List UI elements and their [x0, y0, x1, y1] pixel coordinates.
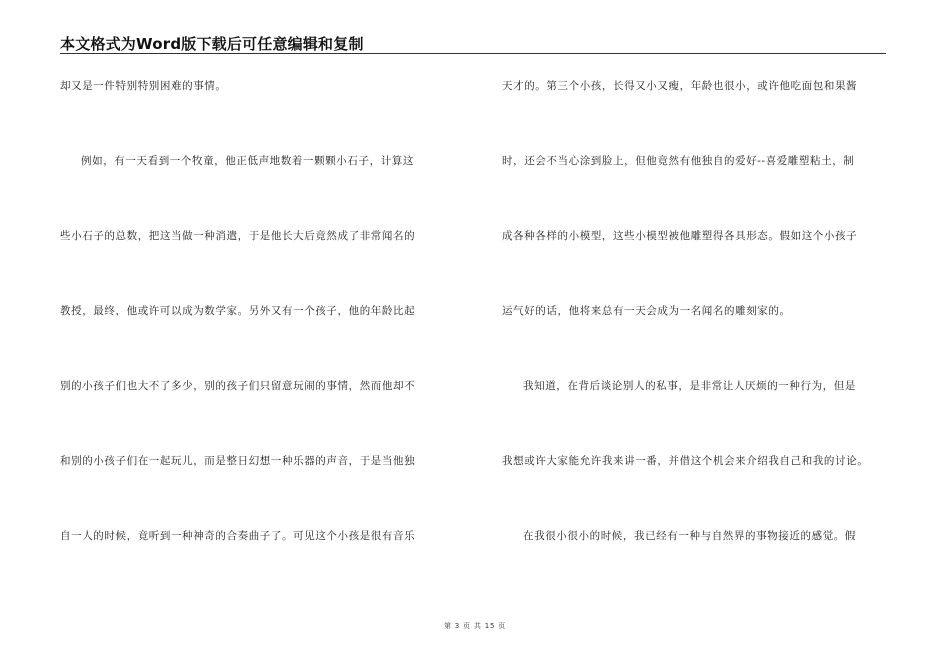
text-line: 却又是一件特别特别困难的事情。: [60, 80, 227, 92]
text-line: 时，还会不当心涂到脸上，但他竟然有他独自的爱好--喜爱雕塑粘土，制: [502, 155, 855, 167]
text-line: 成各种各样的小模型，这些小模型被他雕塑得各具形态。假如这个小孩子: [502, 230, 858, 242]
text-line: 运气好的话，他将来总有一天会成为一名闻名的雕刻家的。: [502, 305, 791, 317]
text-line: 天才的。第三个小孩，长得又小又瘦，年龄也很小，或许他吃面包和果酱: [502, 80, 858, 92]
text-line: 别的小孩子们也大不了多少，别的孩子们只留意玩闹的事情，然而他却不: [60, 380, 416, 392]
text-line: 些小石子的总数，把这当做一种消遣，于是他长大后竟然成了非常闻名的: [60, 230, 416, 242]
text-line: 我知道，在背后谈论别人的私事，是非常让人厌烦的一种行为，但是: [523, 380, 856, 392]
document-header-title: 本文格式为Word版下载后可任意编辑和复制: [60, 35, 364, 53]
text-line: 我想或许大家能允许我来讲一番，并借这个机会来介绍我自己和我的讨论。: [502, 455, 869, 467]
right-text-column: [502, 0, 912, 672]
text-line: 例如，有一天看到一个牧童，他正低声地数着一颗颗小石子，计算这: [81, 155, 414, 167]
text-line: 自一人的时候，竟听到一种神奇的合奏曲子了。可见这个小孩是很有音乐: [60, 530, 416, 542]
text-line: 教授，最终，他或许可以成为数学家。另外又有一个孩子，他的年龄比起: [60, 305, 416, 317]
page-number-footer: 第 3 页 共 15 页: [443, 622, 507, 630]
text-line: 在我很小很小的时候，我已经有一种与自然界的事物接近的感觉。假: [523, 530, 856, 542]
text-line: 和别的小孩子们在一起玩儿，而是整日幻想一种乐器的声音，于是当他独: [60, 455, 416, 467]
left-text-column: [60, 0, 470, 672]
